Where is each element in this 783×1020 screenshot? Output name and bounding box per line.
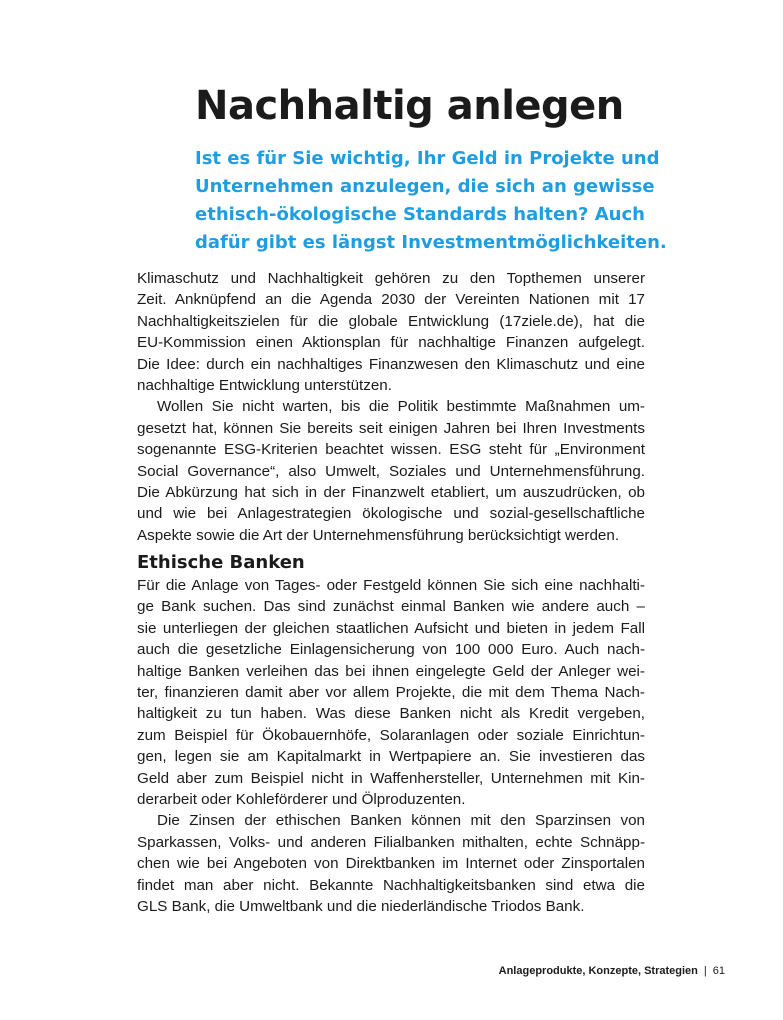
lead-paragraph bbox=[195, 145, 667, 257]
text-line: gen, legen sie am Kapitalmarkt in Wertpapiere an. Sie investieren das bbox=[137, 748, 645, 766]
lead-line: ethisch-ökologische Standards halten? Auch bbox=[195, 204, 645, 225]
text-line: EU-Kommission einen Aktionsplan für nachhaltige Finanzen aufgelegt. bbox=[137, 334, 645, 352]
text-line: Die Zinsen der ethischen Banken können mit den Sparzinsen von bbox=[157, 812, 645, 830]
footer-separator: | bbox=[703, 965, 707, 977]
text-line: sogenannte ESG-Kriterien beachtet wissen. ESG steht für „Environment bbox=[137, 441, 645, 459]
page-number: 61 bbox=[712, 965, 725, 977]
page-footer bbox=[499, 964, 725, 978]
text-line: ter, finanzieren damit aber vor allem Projekte, die mit dem Thema Nach- bbox=[137, 684, 645, 702]
text-line: Für die Anlage von Tages- oder Festgeld können Sie sich eine nachhalti- bbox=[137, 577, 645, 594]
text-line: haltigkeit zu tun haben. Was diese Banken nicht als Kredit vergeben, bbox=[137, 705, 645, 723]
text-line: Social Governance“, also Umwelt, Soziales und Unternehmensführung. bbox=[137, 462, 645, 480]
text-line: Wollen Sie nicht warten, bis die Politik bestimmte Maßnahmen um- bbox=[157, 398, 645, 416]
text-line: sie unterliegen der gleichen staatlichen Aufsicht und bieten in jedem Fall bbox=[137, 619, 645, 637]
text-line: Geld aber zum Beispiel nicht in Waffenhersteller, Unternehmen mit Kin- bbox=[137, 769, 645, 787]
section-body bbox=[137, 575, 645, 918]
text-line: Klimaschutz und Nachhaltigkeit gehören zu den Topthemen unserer bbox=[137, 270, 645, 287]
text-line: und wie bei Anlagestrategien ökologische und sozial-gesellschaftliche bbox=[137, 505, 645, 523]
text-line: auch die gesetzliche Einlagensicherung von 100 000 Euro. Auch nach- bbox=[137, 641, 645, 659]
body-paragraph bbox=[137, 810, 645, 917]
running-footer-title: Anlageprodukte, Konzepte, Strategien bbox=[498, 965, 698, 977]
body-paragraph bbox=[137, 268, 645, 396]
body-paragraph bbox=[137, 396, 645, 546]
lead-line: dafür gibt es längst Investmentmöglichkeiten. bbox=[195, 232, 667, 253]
text-line: Aspekte sowie die Art der Unternehmensführung berücksichtigt werden. bbox=[137, 526, 620, 544]
text-line: derarbeit oder Kohleförderer und Ölproduzenten. bbox=[137, 791, 466, 809]
text-line: nachhaltige Entwicklung unterstützen. bbox=[137, 377, 392, 395]
text-line: Die Abkürzung hat sich in der Finanzwelt etabliert, um auszudrücken, ob bbox=[137, 484, 645, 502]
text-line: haltige Banken verleihen das bei ihnen eingelegte Geld der Anleger wei- bbox=[137, 662, 645, 680]
body-paragraph bbox=[137, 575, 645, 810]
section-heading: Ethische Banken bbox=[137, 552, 305, 573]
page-title: Nachhaltig anlegen bbox=[195, 83, 624, 129]
text-line: GLS Bank, die Umweltbank und die niederländische Triodos Bank. bbox=[137, 898, 585, 916]
text-line: findet man aber nicht. Bekannte Nachhaltigkeitsbanken sind etwa die bbox=[137, 876, 645, 894]
text-line: Die Idee: durch ein nachhaltiges Finanzwesen den Klimaschutz und eine bbox=[137, 355, 645, 373]
text-line: zum Beispiel für Ökobauernhöfe, Solaranlagen oder soziale Einrichtun- bbox=[137, 726, 645, 744]
text-line: Sparkassen, Volks- und anderen Filialbanken mithalten, echte Schnäpp- bbox=[137, 833, 645, 851]
intro-body bbox=[137, 268, 645, 546]
text-line: Zeit. Anknüpfend an die Agenda 2030 der Vereinten Nationen mit 17 bbox=[137, 291, 645, 309]
text-line: chen wie bei Angeboten von Direktbanken im Internet oder Zinsportalen bbox=[137, 855, 645, 873]
lead-line: Unternehmen anzulegen, die sich an gewisse bbox=[195, 176, 655, 197]
lead-line: Ist es für Sie wichtig, Ihr Geld in Projekte und bbox=[195, 148, 660, 169]
text-line: ge Bank suchen. Das sind zunächst einmal Banken wie andere auch – bbox=[137, 598, 645, 616]
text-line: Nachhaltigkeitszielen für die globale Entwicklung (17ziele.de), hat die bbox=[137, 312, 645, 330]
text-line: gesetzt hat, können Sie bereits seit einigen Jahren bei Ihren Investments bbox=[137, 419, 645, 437]
